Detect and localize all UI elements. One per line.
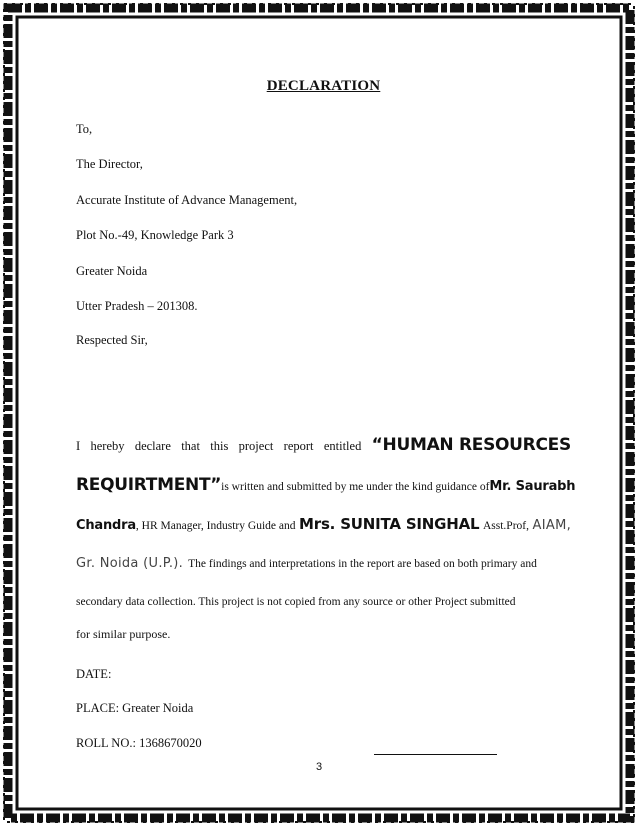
signature-line — [374, 754, 497, 755]
address-recipient: The Director, — [76, 157, 143, 171]
word: this — [210, 439, 229, 453]
project-title-part1: “HUMAN RESOURCES — [371, 435, 571, 455]
address-to: To, — [76, 122, 93, 136]
address-plot: Plot No.-49, Knowledge Park 3 — [76, 228, 234, 242]
roll-number: ROLL NO.: 1368670020 — [76, 736, 202, 750]
paragraph-line-4 — [76, 556, 571, 586]
place-label: PLACE: Greater Noida — [76, 701, 194, 715]
paragraph-line-3 — [76, 515, 571, 545]
word: declare — [134, 439, 171, 453]
date-label: DATE: — [76, 667, 112, 681]
word: hereby — [90, 439, 125, 453]
line2-text: is written and submitted by me under the kind guidance of — [221, 481, 490, 493]
paragraph-line-1 — [76, 435, 571, 465]
address-state: Utter Pradesh – 201308. — [76, 299, 198, 313]
line5-text: secondary data collection. This project is not copied from any source or other Project submitted — [76, 596, 516, 608]
line4-text: The findings and interpretations in the report are based on both primary and — [188, 558, 537, 570]
salutation: Respected Sir, — [76, 333, 148, 347]
line3-text: , HR Manager, Industry Guide and — [135, 520, 296, 532]
institute-abbr: AIAM, — [532, 518, 572, 533]
guide-name-part1: Mr. Saurabh — [489, 479, 576, 494]
cosupervisor-name: Mrs. SUNITA SINGHAL — [299, 515, 480, 533]
word: project — [238, 439, 274, 453]
address-institute: Accurate Institute of Advance Management, — [76, 193, 298, 207]
page-title: DECLARATION — [266, 78, 381, 94]
word: report — [283, 439, 314, 453]
word: entitled — [323, 439, 362, 453]
paragraph-line-6 — [76, 627, 571, 657]
word: I — [76, 439, 81, 453]
paragraph-line-5 — [76, 596, 571, 626]
line6-text: for similar purpose. — [76, 627, 171, 641]
address-city: Greater Noida — [76, 264, 148, 278]
word: that — [181, 439, 200, 453]
cosupervisor-title: Asst.Prof, — [482, 520, 529, 532]
institute-location: Gr. Noida (U.P.). — [76, 556, 184, 571]
page-number: 3 — [315, 761, 323, 773]
guide-name-part2: Chandra — [76, 518, 136, 533]
project-title-part2: REQUIRTMENT” — [76, 475, 222, 495]
paragraph-line-2 — [76, 475, 576, 505]
